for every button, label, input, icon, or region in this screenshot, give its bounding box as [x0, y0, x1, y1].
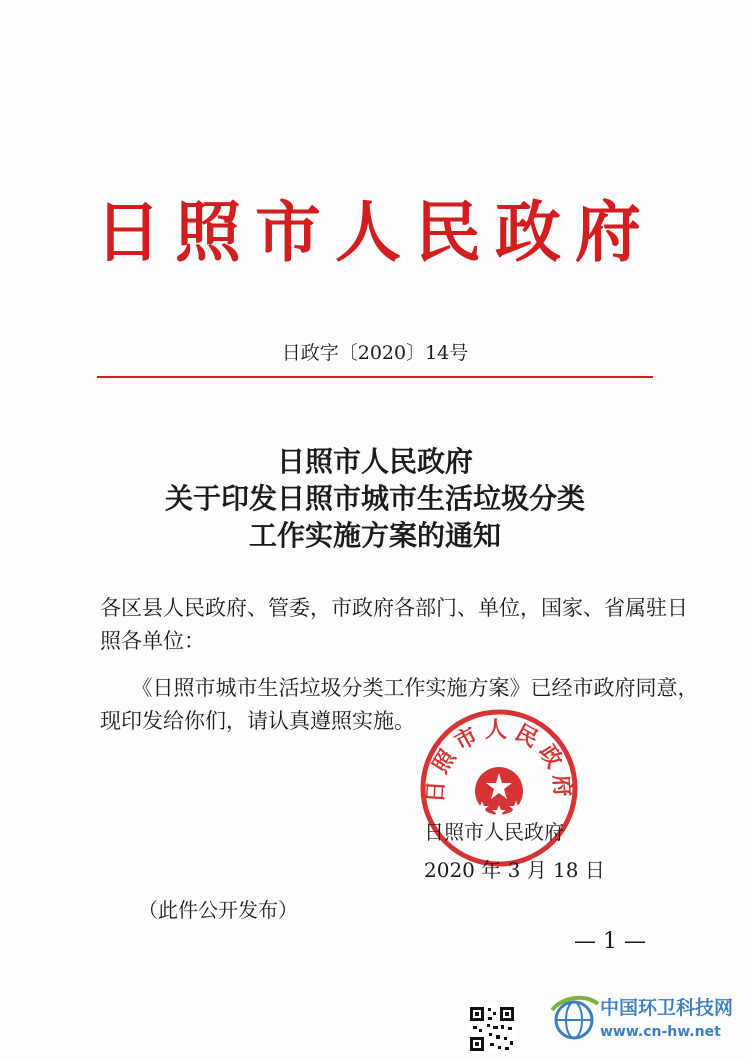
content-line-2: 现印发给你们，请认真遵照实施。 [100, 709, 415, 733]
red-divider-line [97, 376, 653, 378]
title-line-2: 关于印发日照市城市生活垃圾分类 [164, 482, 585, 515]
title-line-3: 工作实施方案的通知 [248, 519, 501, 552]
masthead-title: 日照市人民政府 [95, 194, 655, 271]
page-number: — 1 — [574, 929, 646, 954]
watermark-site-url: www.cn-hw.net [600, 1024, 721, 1040]
signing-date: 2020 年 3 月 18 日 [424, 858, 605, 882]
qr-code-icon [468, 1005, 516, 1053]
recipient-line-2: 照各单位： [100, 629, 205, 653]
recipient-line-1: 各区县人民政府、管委，市政府各部门、单位，国家、省属驻日 [100, 596, 688, 620]
signing-authority: 日照市人民政府 [424, 820, 564, 844]
watermark-site-name: 中国环卫科技网 [600, 997, 734, 1019]
title-line-1: 日照市人民政府 [276, 445, 473, 478]
seal-text: 日照市人民政府 [423, 717, 575, 804]
notice-title [0, 443, 750, 554]
content-line-1: 《日照市城市生活垃圾分类工作实施方案》已经市政府同意， [100, 676, 699, 700]
publication-note: （此件公开发布） [138, 898, 298, 922]
document-number: 日政字〔2020〕14号 [281, 342, 469, 364]
globe-logo-icon [548, 992, 600, 1044]
